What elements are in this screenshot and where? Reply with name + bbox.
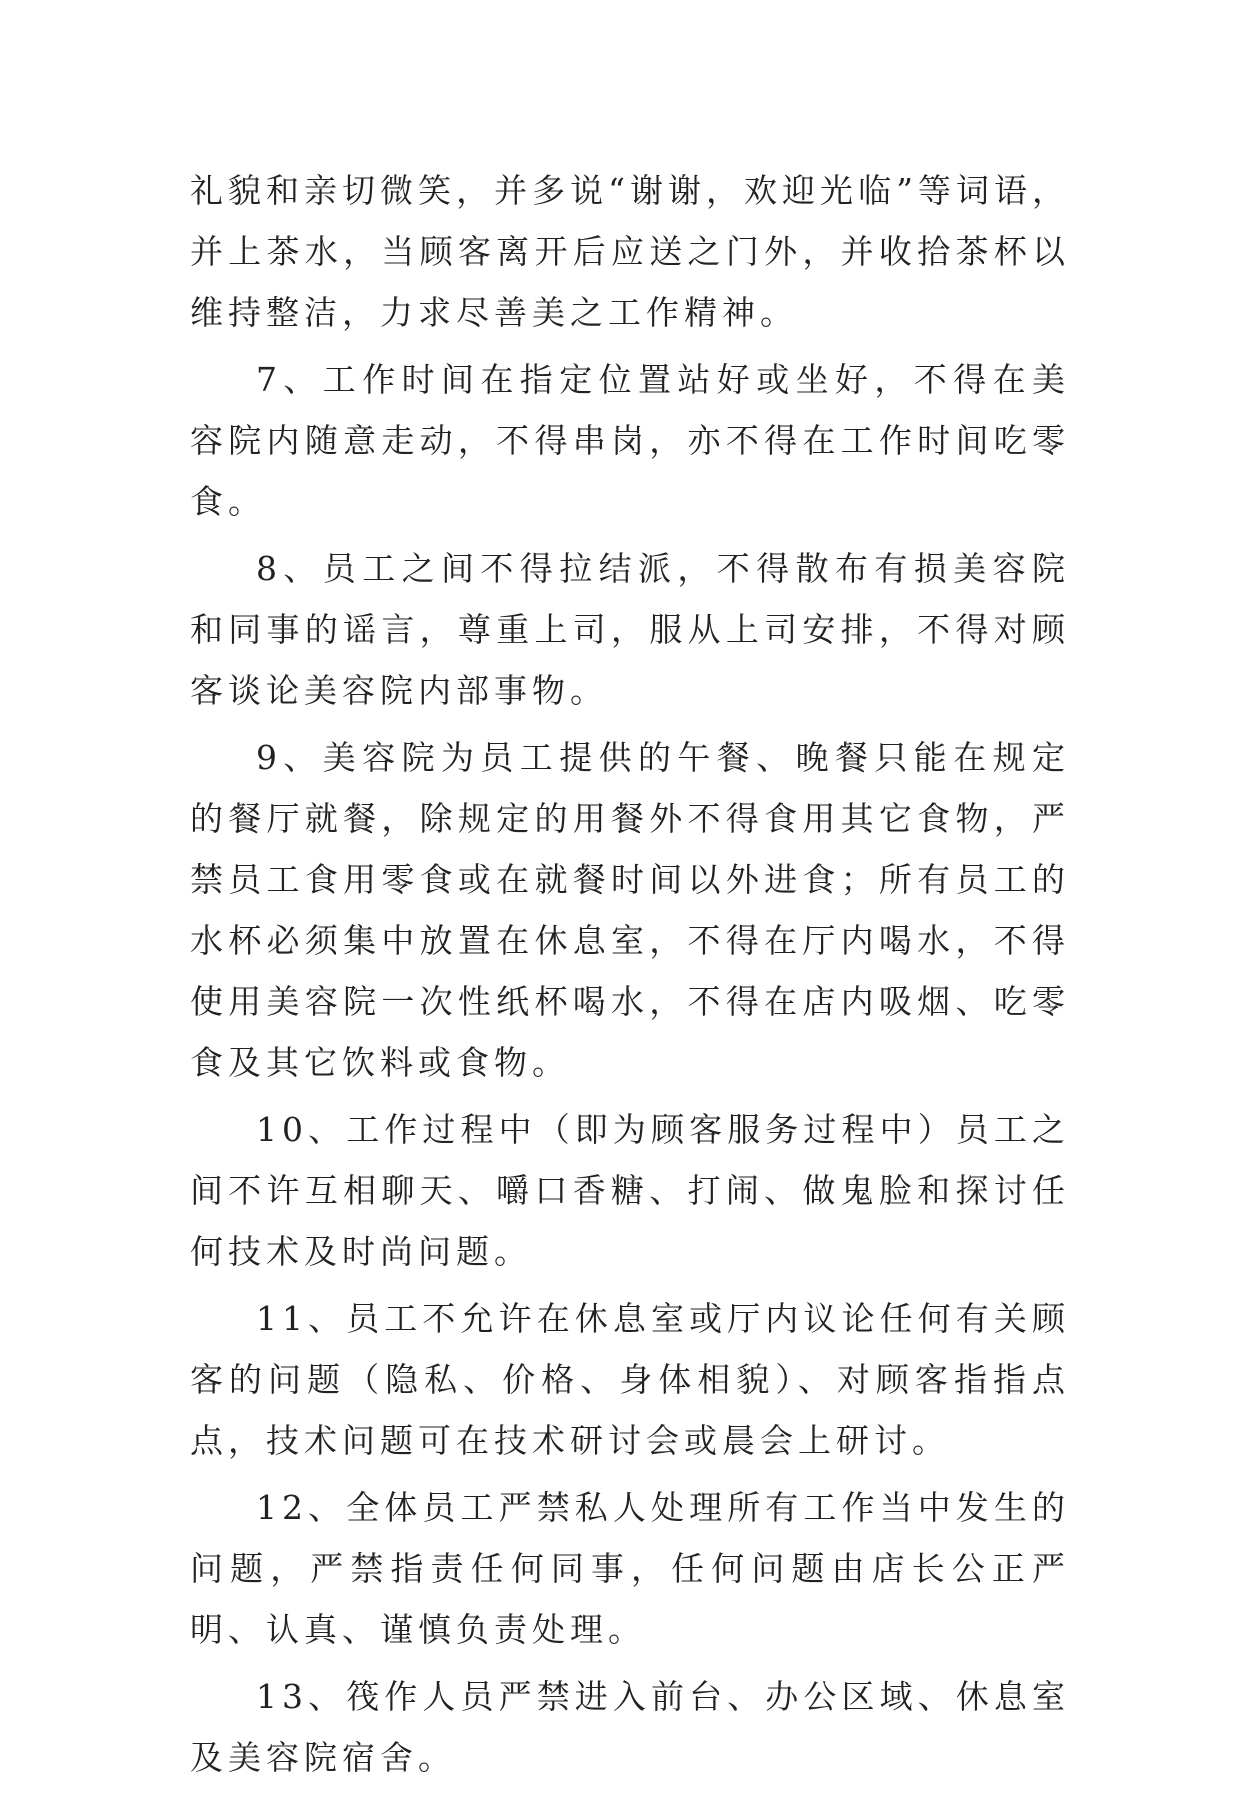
document-body bbox=[190, 160, 1070, 1794]
paragraph-rule-10: 10、工作过程中（即为顾客服务过程中）员工之间不许互相聊天、嚼口香糖、打闹、做鬼脸和探讨任何技术及时尚问题。 bbox=[190, 1110, 1070, 1271]
paragraph-rule-9: 9、美容院为员工提供的午餐、晚餐只能在规定的餐厅就餐，除规定的用餐外不得食用其它食物，严禁员工食用零食或在就餐时间以外进食；所有员工的水杯必须集中放置在休息室，不得在厅内喝水，不得使用美容院一次性纸杯喝水，不得在店内吸烟、吃零食及其它饮料或食物。 bbox=[190, 738, 1070, 1082]
paragraph-rule-13: 13、筏作人员严禁进入前台、办公区域、休息室及美容院宿舍。 bbox=[190, 1677, 1070, 1777]
paragraph-rule-12: 12、全体员工严禁私人处理所有工作当中发生的问题，严禁指责任何同事，任何问题由店长公正严明、认真、谨慎负责处理。 bbox=[190, 1488, 1070, 1649]
paragraph-continuation: 礼貌和亲切微笑，并多说“谢谢，欢迎光临”等词语，并上茶水，当顾客离开后应送之门外，并收拾茶杯以维持整洁，力求尽善美之工作精神。 bbox=[190, 171, 1070, 332]
paragraph-rule-7: 7、工作时间在指定位置站好或坐好，不得在美容院内随意走动，不得串岗，亦不得在工作时间吃零食。 bbox=[190, 360, 1070, 521]
paragraph-rule-8: 8、员工之间不得拉结派，不得散布有损美容院和同事的谣言，尊重上司，服从上司安排，不得对顾客谈论美容院内部事物。 bbox=[190, 549, 1070, 710]
paragraph-rule-11: 11、员工不允许在休息室或厅内议论任何有关顾客的问题（隐私、价格、身体相貌）、对顾客指指点点，技术问题可在技术研讨会或晨会上研讨。 bbox=[190, 1299, 1070, 1460]
